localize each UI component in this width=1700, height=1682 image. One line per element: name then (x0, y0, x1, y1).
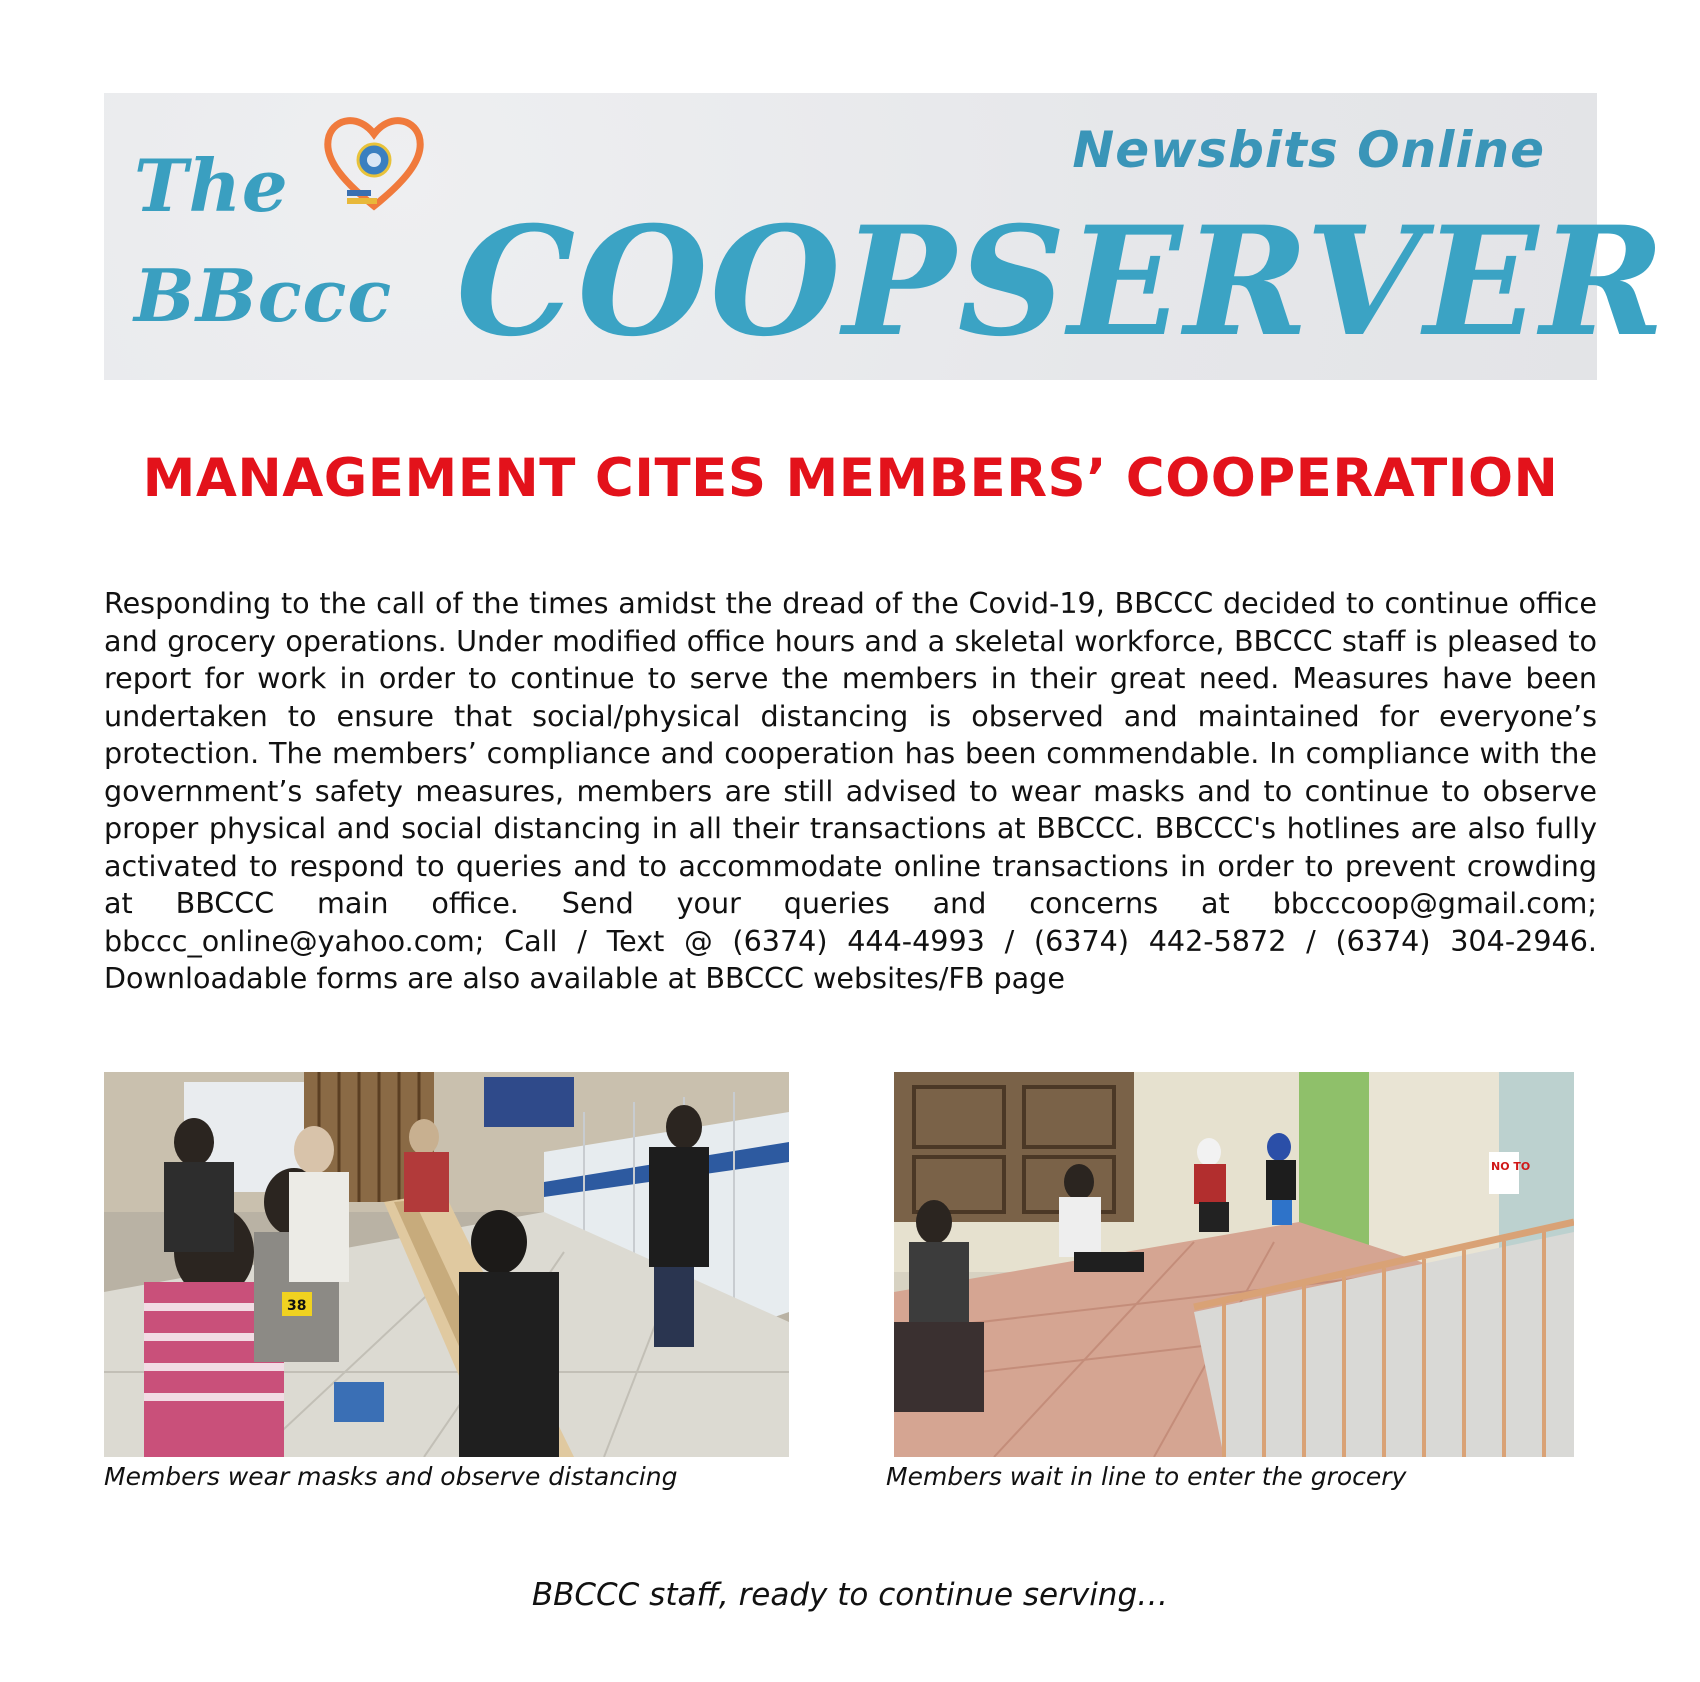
bbccc-cares-heart-logo-icon (319, 108, 429, 218)
photo-caption-grocery: Members wait in line to enter the grocery (886, 1462, 1407, 1491)
photo-caption-distancing: Members wear masks and observe distancing (104, 1462, 678, 1491)
closing-line: BBCCC staff, ready to continue serving… (531, 1577, 1169, 1613)
article-headline: MANAGEMENT CITES MEMBERS’ COOPERATION (142, 448, 1559, 509)
photo-grocery-queue (894, 1072, 1574, 1457)
queue-number-badge: 38 (287, 1298, 307, 1314)
masthead-bbccc: BBccc (134, 253, 393, 338)
photo-office-waiting-area (104, 1072, 789, 1457)
no-to-sign: NO TO (1491, 1160, 1531, 1173)
masthead-the: The (134, 143, 289, 228)
masthead-banner (104, 93, 1667, 380)
masthead-newsbits-online: Newsbits Online (1072, 121, 1545, 179)
article-body: Responding to the call of the times amidst the dread of the Covid-19, BBCCC decided to continue office and grocery operations. Under modified office hours and a skeletal workforce, BBCCC staff is pleased to report for work in order to continue to serve the members in their great need. Measures have been undertaken to ensure that social/physical distancing is observed and maintained for everyone’s protection. The members’ compliance and cooperation has been commendable. In compliance with the government’s safety measures, members are still advised to wear masks and to continue to observe proper physical and social distancing in all their transactions at BBCCC. BBCCC's hotlines are also fully activated to respond to queries and to accommodate online transactions in order to prevent crowding at BBCCC main office. Send your queries and concerns at bbcccoop@gmail.com; bbccc_online@yahoo.com; Call / Text @ (6374) 444-4993 / (6374) 442-5872 / (6374) 304-2946. Downloadable forms are also available at BBCCC websites/FB page (104, 586, 1597, 995)
masthead-coopserver-title: COOPSERVER (456, 194, 1667, 370)
